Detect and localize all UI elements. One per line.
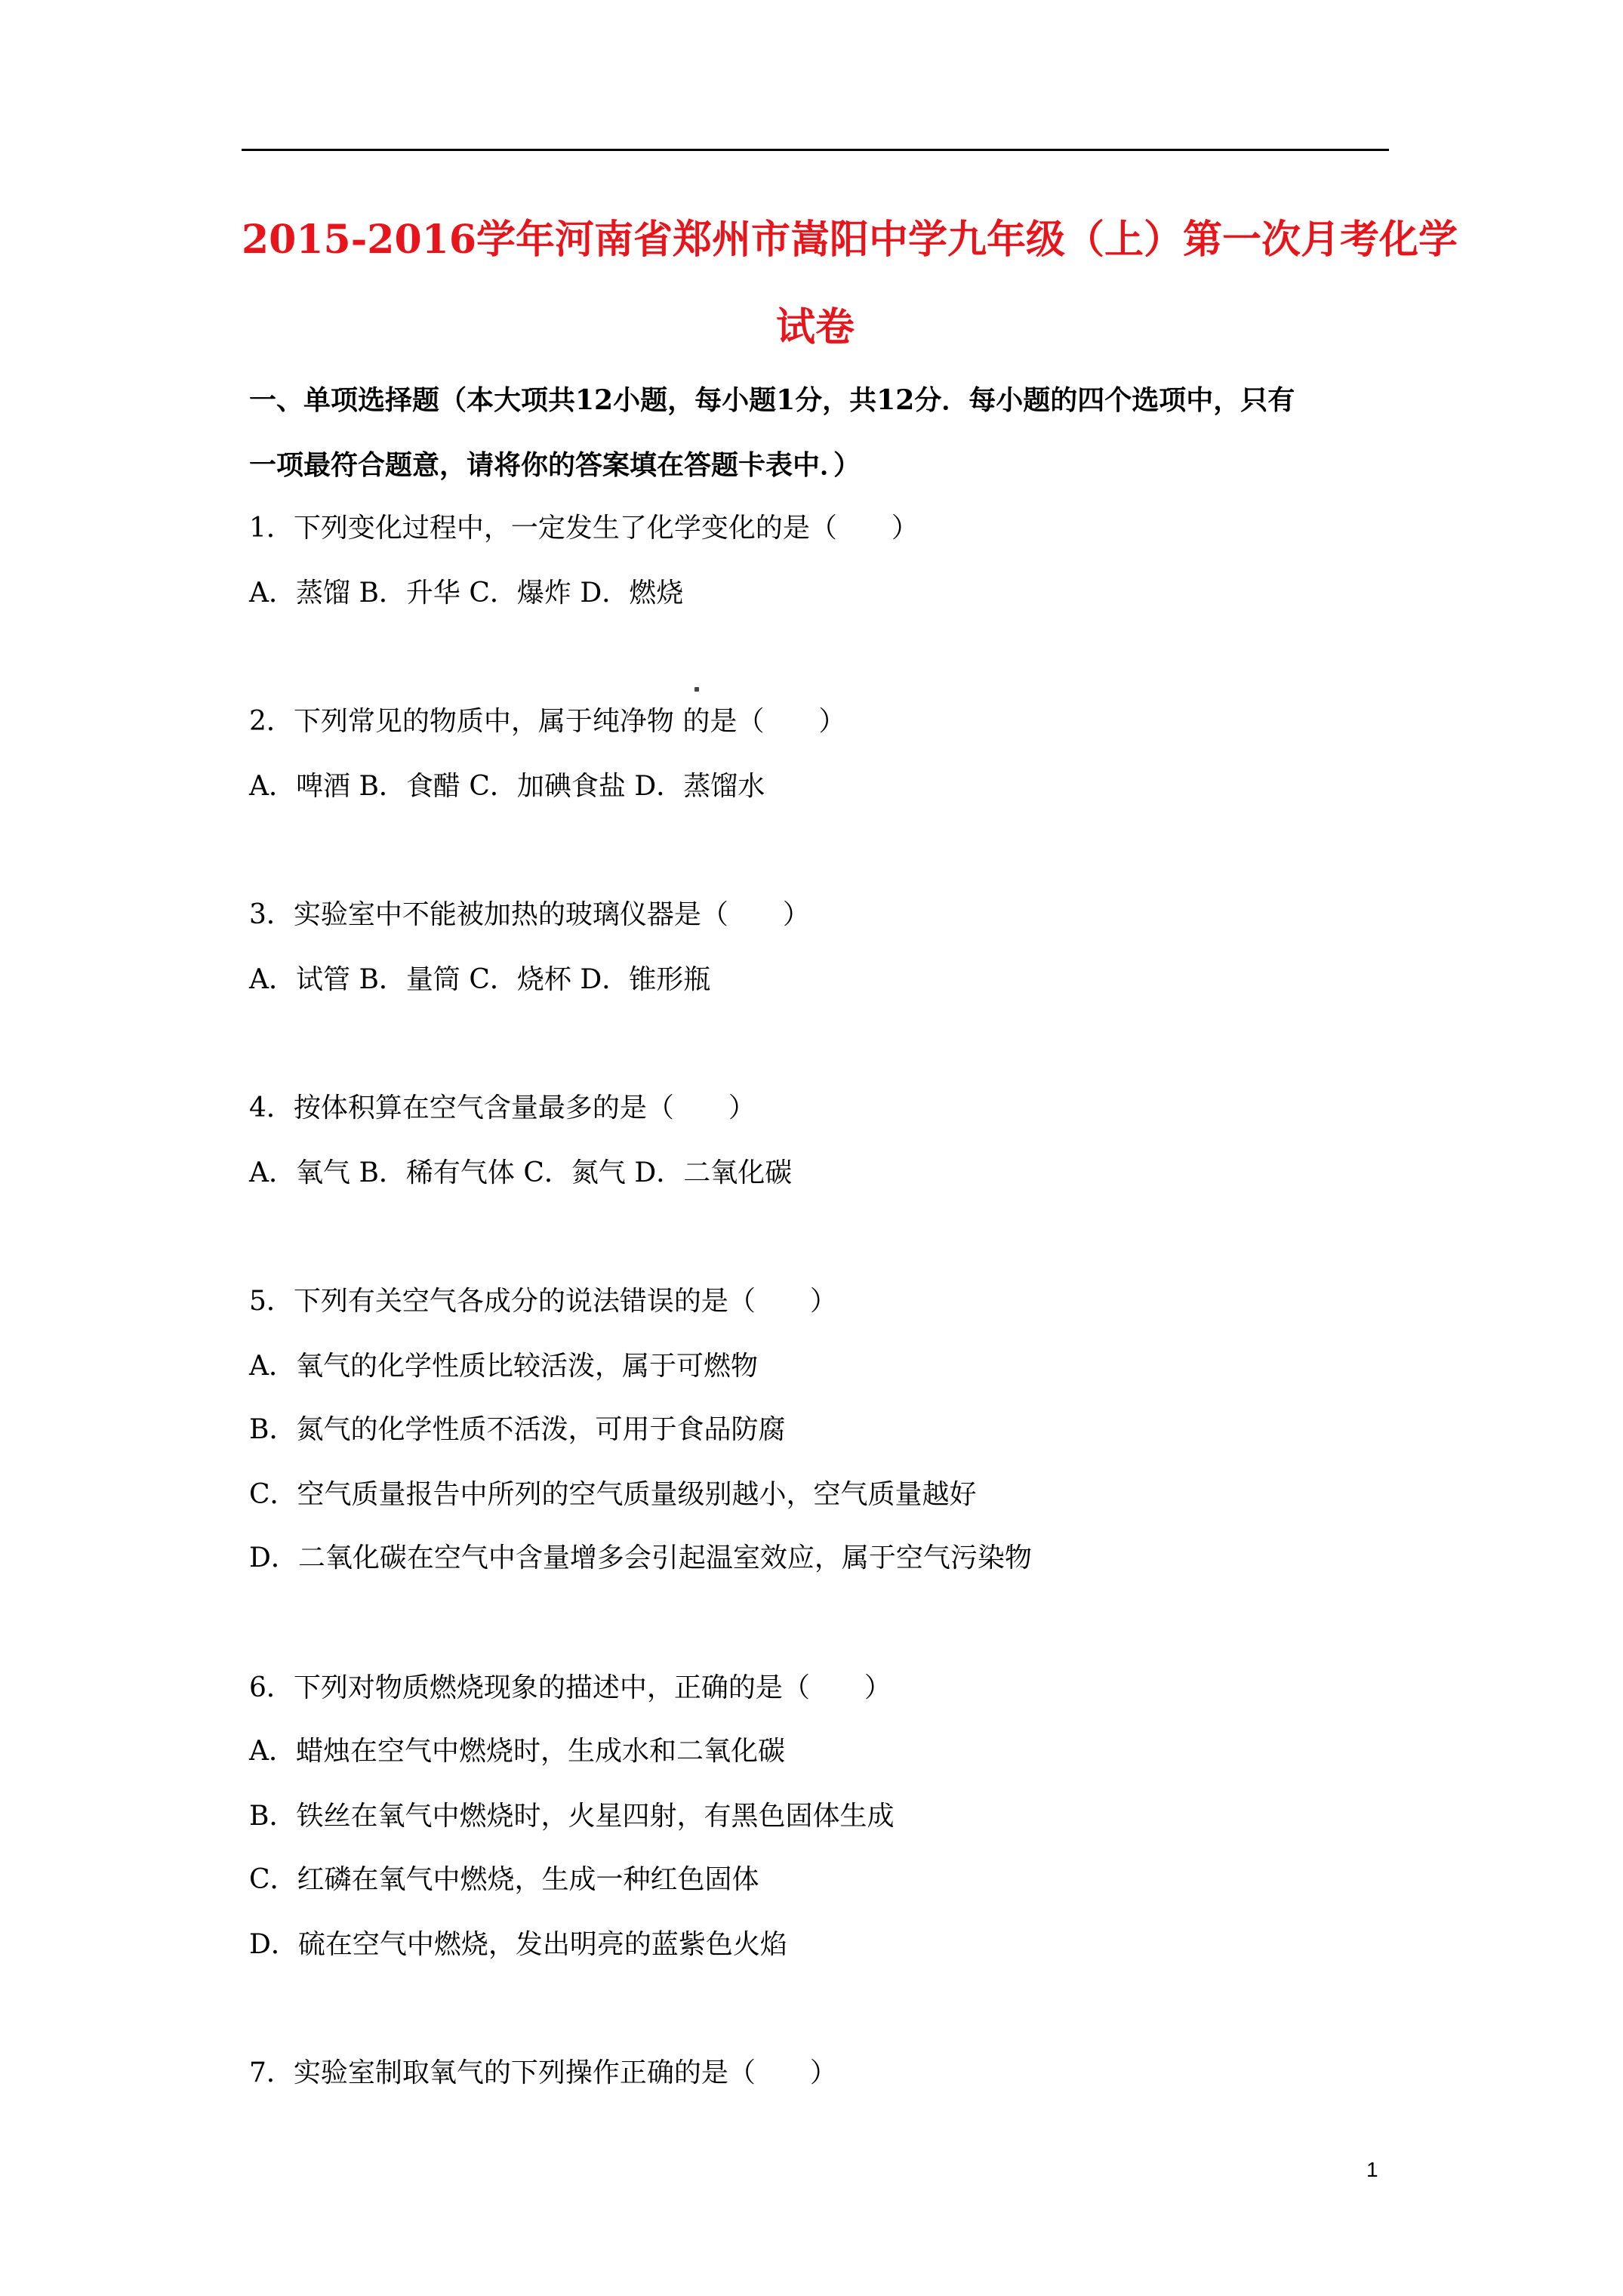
section-heading-line-2: 一项最符合题意，请将你的答案填在答题卡表中．） (249, 449, 861, 481)
question-1-stem: 1．下列变化过程中，一定发生了化学变化的是（ ） (249, 513, 919, 544)
section-heading-line-1: 一、单项选择题（本大项共12小题，每小题1分，共12分．每小题的四个选项中，只有 (249, 384, 1295, 416)
question-7-stem: 7．实验室制取氧气的下列操作正确的是（ ） (249, 2057, 837, 2088)
question-1-options: A．蒸馏 B．升华 C．爆炸 D．燃烧 (249, 578, 684, 609)
question-5-option-b: B．氮气的化学性质不活泼，可用于食品防腐 (249, 1414, 786, 1445)
question-5-option-c: C．空气质量报告中所列的空气质量级别越小，空气质量越好 (249, 1479, 977, 1510)
question-3-stem: 3．实验室中不能被加热的玻璃仪器是（ ） (249, 899, 810, 930)
question-4-stem: 4．按体积算在空气含量最多的是（ ） (249, 1093, 756, 1123)
document-title-line-1: 2015-2016学年河南省郑州市嵩阳中学九年级（上）第一次月考化学 (242, 217, 1458, 263)
question-6-option-b: B．铁丝在氧气中燃烧时，火星四射，有黑色固体生成 (249, 1801, 895, 1832)
question-6-option-d: D．硫在空气中燃烧，发出明亮的蓝紫色火焰 (249, 1929, 787, 1960)
header-rule (242, 149, 1389, 151)
question-6-option-c: C．红磷在氧气中燃烧，生成一种红色固体 (249, 1864, 759, 1895)
question-2-stem: 2．下列常见的物质中，属于纯净物 的是（ ） (249, 706, 846, 737)
question-2-options: A．啤酒 B．食醋 C．加碘食盐 D．蒸馏水 (249, 771, 765, 802)
question-6-option-a: A．蜡烛在空气中燃烧时，生成水和二氧化碳 (249, 1736, 785, 1767)
question-3-options: A．试管 B．量筒 C．烧杯 D．锥形瓶 (249, 964, 711, 995)
page-number: 1 (1366, 2158, 1378, 2181)
question-6-stem: 6．下列对物质燃烧现象的描述中，正确的是（ ） (249, 1672, 892, 1703)
question-4-options: A．氧气 B．稀有气体 C．氮气 D．二氧化碳 (249, 1157, 793, 1188)
question-5-option-d: D．二氧化碳在空气中含量增多会引起温室效应，属于空气污染物 (249, 1542, 1032, 1573)
document-title-line-2: 试卷 (775, 304, 855, 350)
stray-mark (694, 687, 699, 692)
question-5-stem: 5．下列有关空气各成分的说法错误的是（ ） (249, 1286, 837, 1317)
question-5-option-a: A．氧气的化学性质比较活泼，属于可燃物 (249, 1351, 758, 1382)
